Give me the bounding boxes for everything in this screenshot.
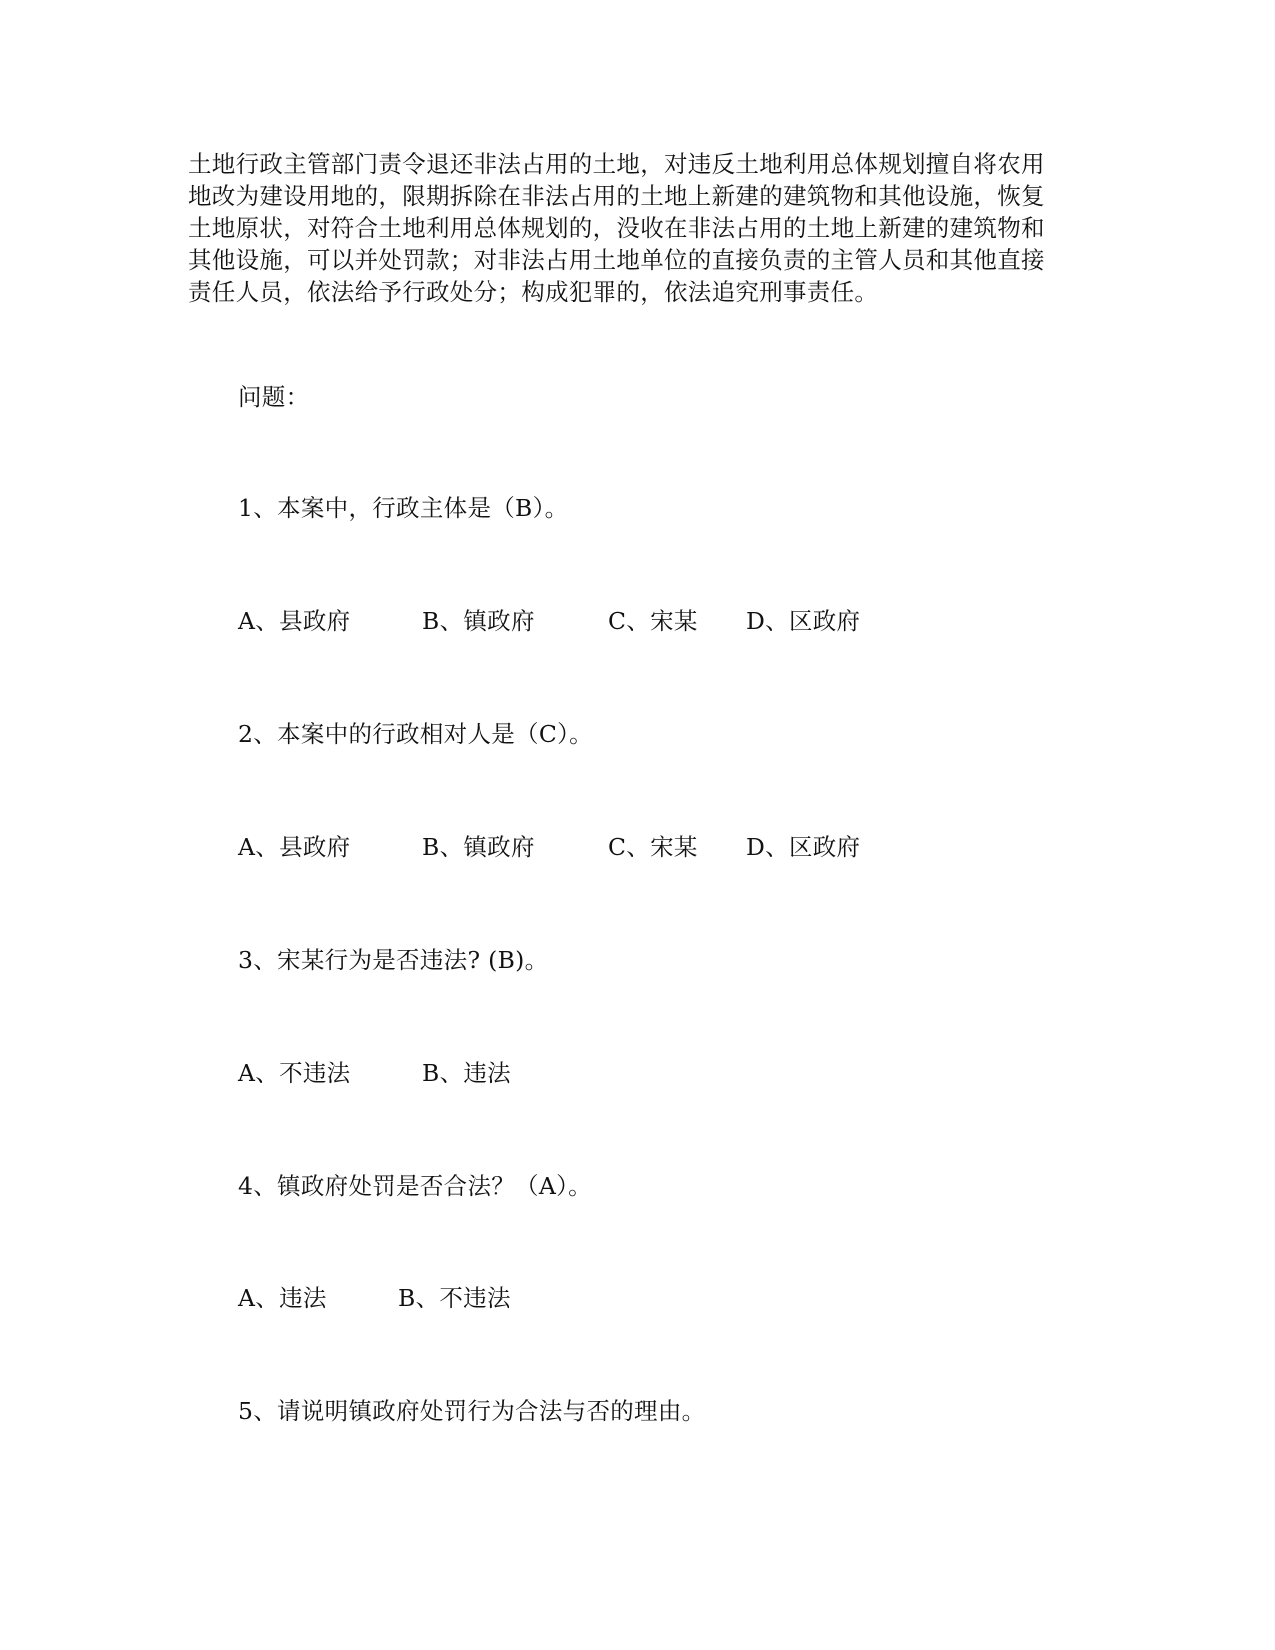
paragraph-line: 地改为建设用地的，限期拆除在非法占用的土地上新建的建筑物和其他设施，恢复 [188, 182, 1045, 210]
question-2-option-c: C、宋某 [608, 833, 698, 861]
question-2-option-d: D、区政府 [746, 833, 861, 861]
paragraph-line: 其他设施，可以并处罚款；对非法占用土地单位的直接负责的主管人员和其他直接 [188, 246, 1045, 274]
questions-heading: 问题： [238, 383, 310, 411]
question-3-option-a: A、不违法 [238, 1059, 351, 1087]
question-1: 1、本案中，行政主体是（B）。 [238, 494, 569, 522]
question-4-option-a: A、违法 [238, 1284, 327, 1312]
question-4: 4、镇政府处罚是否合法？（A）。 [238, 1172, 592, 1200]
question-2-option-a: A、县政府 [238, 833, 351, 861]
paragraph-line: 土地行政主管部门责令退还非法占用的土地，对违反土地利用总体规划擅自将农用 [188, 150, 1045, 178]
paragraph-line: 责任人员，依法给予行政处分；构成犯罪的，依法追究刑事责任。 [188, 278, 879, 306]
question-1-option-d: D、区政府 [746, 607, 861, 635]
paragraph-line: 土地原状，对符合土地利用总体规划的，没收在非法占用的土地上新建的建筑物和 [188, 214, 1045, 242]
intro-paragraph [188, 148, 1088, 308]
question-1-option-c: C、宋某 [608, 607, 698, 635]
question-3-option-b: B、违法 [422, 1059, 511, 1087]
question-3: 3、宋某行为是否违法? (B)。 [238, 946, 549, 974]
question-1-option-a: A、县政府 [238, 607, 351, 635]
question-1-option-b: B、镇政府 [422, 607, 535, 635]
question-2: 2、本案中的行政相对人是（C）。 [238, 720, 593, 748]
question-4-option-b: B、不违法 [398, 1284, 511, 1312]
question-2-option-b: B、镇政府 [422, 833, 535, 861]
question-5: 5、请说明镇政府处罚行为合法与否的理由。 [238, 1397, 706, 1425]
